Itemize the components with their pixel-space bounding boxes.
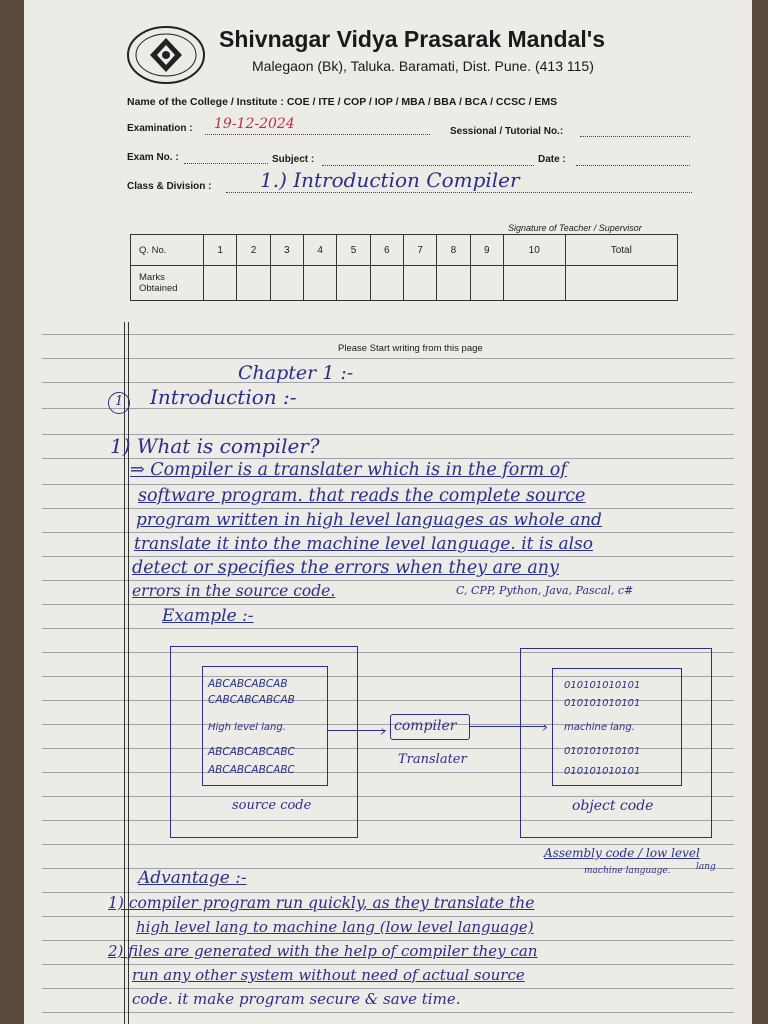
examination-field-line (205, 134, 430, 135)
sessional-label: Sessional / Tutorial No.: (450, 126, 564, 137)
marks-obtained-label: Marks Obtained (131, 266, 204, 301)
example-heading: Example :- (162, 606, 254, 626)
chapter-heading: Chapter 1 :- (238, 362, 354, 384)
margin-line (124, 322, 125, 1024)
marks-cell (337, 266, 370, 301)
arrow-line (328, 730, 386, 731)
lang-note: lang (696, 862, 716, 872)
answer-line: translate it into the machine level language. it is also (134, 534, 593, 554)
qno-cell: 7 (403, 235, 436, 266)
qno-cell: 2 (237, 235, 270, 266)
qno-cell: 1 (204, 235, 237, 266)
marks-cell (204, 266, 237, 301)
advantage-line: code. it make program secure & save time. (132, 990, 461, 1008)
date-field-line (576, 165, 690, 166)
intro-heading: Introduction :- (150, 385, 297, 409)
examination-label: Examination : (127, 123, 193, 134)
advantage-line: high level lang to machine lang (low level language) (136, 918, 534, 936)
subject-label: Subject : (272, 154, 315, 165)
source-line: ABCABCABCAB (208, 678, 288, 690)
object-line: 010101010101 (564, 680, 641, 691)
object-line: 010101010101 (564, 746, 641, 757)
qno-cell: 8 (437, 235, 470, 266)
marks-cell (237, 266, 270, 301)
question-heading: 1) What is compiler? (110, 434, 320, 458)
college-logo-icon (124, 24, 208, 86)
marks-cell (403, 266, 436, 301)
marks-cell (303, 266, 336, 301)
arrow-head-icon: › (542, 718, 548, 736)
subject-field-line (322, 165, 534, 166)
marks-cell (370, 266, 403, 301)
compiler-box (390, 714, 470, 740)
translater-label: Translater (398, 752, 467, 767)
examination-value: 19-12-2024 (214, 116, 295, 132)
advantage-line: 1) compiler program run quickly, as they translate the (108, 894, 535, 912)
assembly-note: Assembly code / low level (544, 846, 700, 860)
marks-table (130, 234, 678, 301)
answer-line: detect or specifies the errors when they are any (132, 558, 559, 578)
languages-list: C, CPP, Python, Java, Pascal, c# (456, 584, 634, 597)
marks-cell (565, 266, 677, 301)
date-label: Date : (538, 154, 566, 165)
signature-label: Signature of Teacher / Supervisor (508, 223, 642, 233)
answer-line: ⇒ Compiler is a translater which is in the form of (130, 460, 567, 480)
answer-line: errors in the source code. (132, 582, 336, 600)
marks-cell (270, 266, 303, 301)
advantage-line: run any other system without need of actual source (132, 966, 525, 984)
qno-cell-total: Total (565, 235, 677, 266)
advantage-heading: Advantage :- (138, 868, 247, 888)
answer-line: software program. that reads the complete source (138, 486, 586, 506)
object-line: 010101010101 (564, 698, 641, 709)
qno-cell: 3 (270, 235, 303, 266)
college-label: Name of the College / Institute : COE / ITE / COP / IOP / MBA / BBA / BCA / CCSC / EMS (127, 96, 558, 108)
source-line: High level lang. (208, 722, 286, 733)
class-division-label: Class & Division : (127, 181, 212, 192)
qno-cell: 4 (303, 235, 336, 266)
marks-row (131, 266, 678, 301)
source-line: ABCABCABCABC (208, 764, 295, 776)
object-line: machine lang. (564, 722, 635, 733)
marks-cell (437, 266, 470, 301)
qno-cell: 10 (503, 235, 565, 266)
advantage-line: 2) files are generated with the help of compiler they can (108, 942, 538, 960)
marks-cell (470, 266, 503, 301)
qno-cell: 5 (337, 235, 370, 266)
institution-address: Malegaon (Bk), Taluka. Baramati, Dist. Pune. (413 115) (252, 58, 594, 74)
institution-name: Shivnagar Vidya Prasarak Mandal's (219, 26, 606, 52)
object-code-caption: object code (572, 798, 654, 814)
source-line: CABCABCABCAB (208, 694, 295, 706)
machine-language-note: machine language. (584, 866, 671, 876)
start-writing-label: Please Start writing from this page (338, 343, 483, 354)
object-line: 010101010101 (564, 766, 641, 777)
class-division-value: 1.) Introduction Compiler (260, 168, 520, 192)
exam-no-field-line (184, 163, 268, 164)
qno-row (131, 235, 678, 266)
qno-cell: 9 (470, 235, 503, 266)
compiler-label: compiler (394, 718, 457, 734)
arrow-head-icon: › (380, 722, 386, 740)
class-field-line (226, 192, 692, 193)
qno-label: Q. No. (131, 235, 204, 266)
intro-number-circle: 1 (108, 392, 130, 414)
sessional-field-line (580, 136, 690, 137)
source-code-caption: source code (232, 798, 312, 813)
marks-cell (503, 266, 565, 301)
exam-no-label: Exam No. : (127, 152, 179, 163)
qno-cell: 6 (370, 235, 403, 266)
answer-sheet (24, 0, 752, 1024)
answer-line: program written in high level languages as whole and (136, 510, 602, 530)
source-line: ABCABCABCABC (208, 746, 295, 758)
margin-line (128, 322, 129, 1024)
